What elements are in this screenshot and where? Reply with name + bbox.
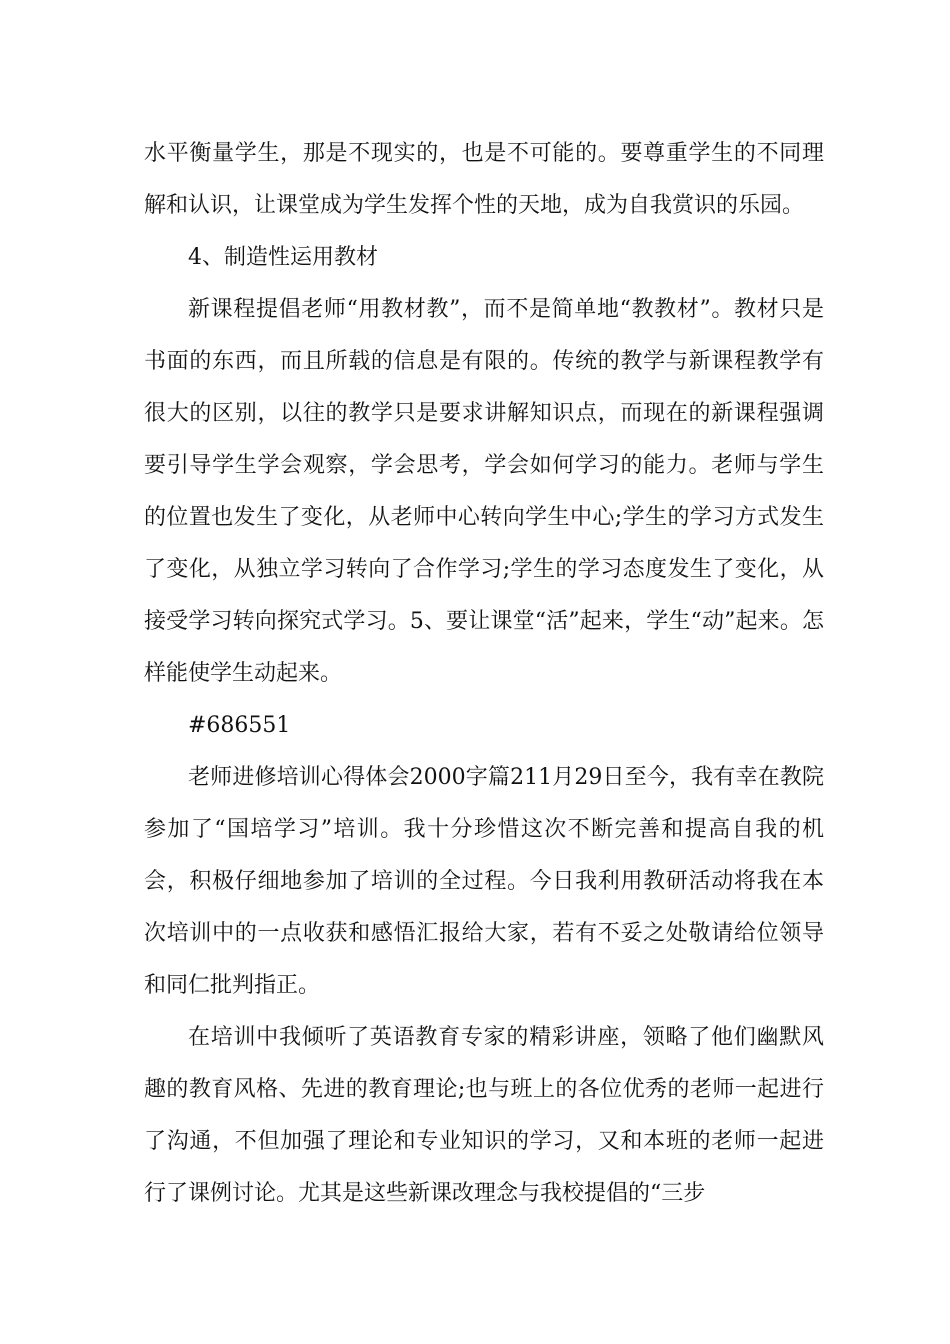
paragraph-training-intro: 老师进修培训心得体会2000字篇211月29日至今，我有幸在教院参加了“国培学习”培训。我十分珍惜这次不断完善和提高自我的机会，积极仔细地参加了培训的全过程。今日我利用教研活动将我在本次培训中的一点收获和感悟汇报给大家，若有不妥之处敬请给位领导和同仁批判指正。 — [144, 765, 824, 998]
document-id-tag: #686551 — [188, 713, 291, 738]
paragraph-training-lectures: 在培训中我倾听了英语教育专家的精彩讲座，领略了他们幽默风趣的教育风格、先进的教育理论;也与班上的各位优秀的老师一起进行了沟通，不但加强了理论和专业知识的学习，又和本班的老师一起进行了课例讨论。尤其是这些新课改理念与我校提倡的“三步 — [144, 1025, 824, 1206]
paragraph-teaching-materials: 新课程提倡老师“用教材教”，而不是简单地“教教材”。教材只是书面的东西，而且所载的信息是有限的。传统的教学与新课程教学有很大的区别，以往的教学只是要求讲解知识点，而现在的新课程强调要引导学生学会观察，学会思考，学会如何学习的能力。老师与学生的位置也发生了变化，从老师中心转向学生中心;学生的学习方式发生了变化，从独立学习转向了合作学习;学生的学习态度发生了变化，从接受学习转向探究式学习。5、要让课堂“活”起来，学生“动”起来。怎样能使学生动起来。 — [144, 297, 824, 686]
paragraph-continuation: 水平衡量学生，那是不现实的，也是不可能的。要尊重学生的不同理解和认识，让课堂成为学生发挥个性的天地，成为自我赏识的乐园。 — [144, 141, 824, 218]
section-heading: 4、制造性运用教材 — [188, 245, 378, 270]
document-body — [144, 128, 824, 1220]
